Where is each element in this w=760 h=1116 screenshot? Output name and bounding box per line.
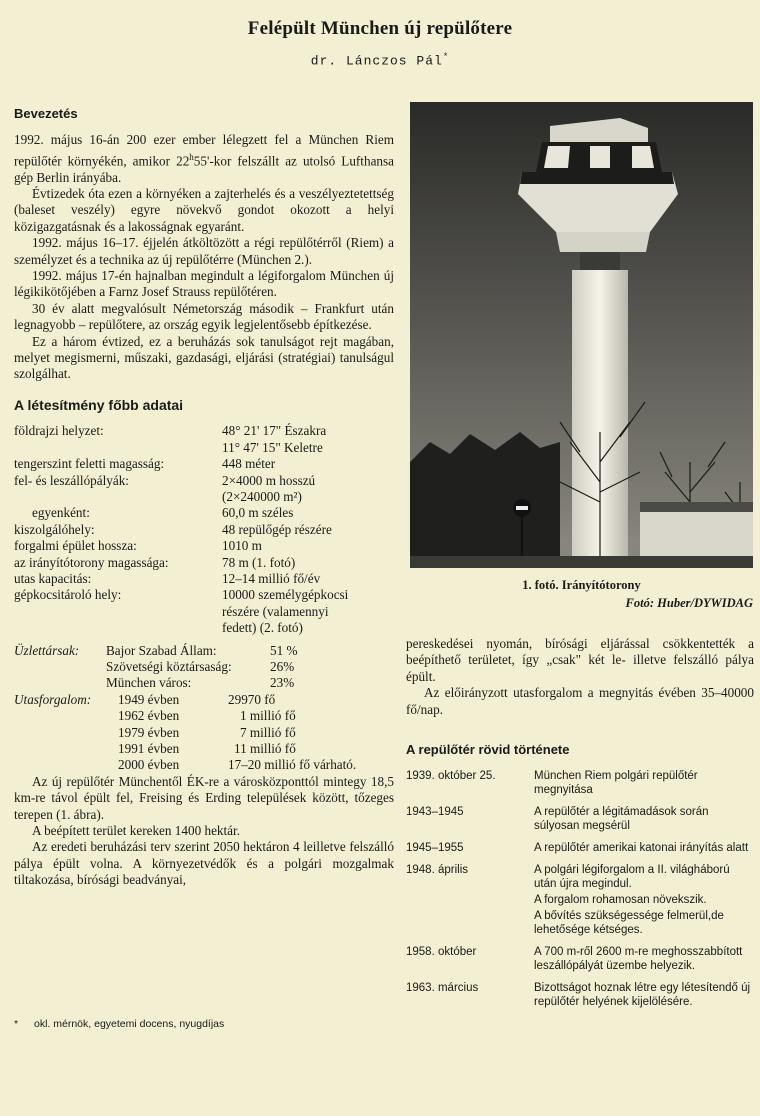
table-row: [14, 489, 394, 505]
fact-key: [14, 489, 222, 505]
right-column: [406, 636, 754, 718]
history-event: A repülőtér amerikai katonai irányítás alatt: [534, 842, 749, 854]
fact-value: 448 méter: [222, 456, 276, 472]
fact-value: 48° 21' 17" Északra: [222, 423, 327, 439]
table-row: [14, 505, 394, 521]
traffic-year: 2000 évben: [118, 757, 180, 773]
fact-key: [14, 604, 222, 620]
fact-key: utas kapacitás:: [14, 570, 92, 586]
history-date: 1945–1955: [406, 842, 464, 854]
fact-key: az irányítótorony magassága:: [14, 554, 169, 570]
list-item: [406, 981, 754, 1009]
table-row: [14, 555, 394, 571]
fact-value: 12–14 millió fő/év: [222, 570, 321, 586]
partners-table: [14, 643, 297, 692]
history-event: A 700 m-ről 2600 m-re meghosszabbított leszállópályát üzembe helyezik.: [534, 946, 743, 972]
table-row: [14, 571, 394, 587]
traffic-value: 29970 fő: [228, 691, 276, 707]
partners-label: Üzlettársak:: [14, 642, 80, 658]
intro-paragraph: 1992. május 17-én hajnalban megindult a légiforgalom München új légikikötőjében a Farnz Josef Strauss repülőtéren.: [14, 268, 394, 300]
fact-value: fedett) (2. fotó): [222, 620, 303, 636]
history-event: A polgári légiforgalom a II. világháború után újra megindul.: [534, 864, 730, 890]
fact-value: 60,0 m széles: [222, 505, 294, 521]
fact-key: kiszolgálóhely:: [14, 521, 95, 537]
fact-key: forgalmi épület hossza:: [14, 538, 137, 554]
table-row: [14, 423, 394, 439]
table-row: [14, 522, 394, 538]
intro-heading: Bevezetés: [14, 106, 78, 121]
list-item: [406, 805, 754, 833]
list-item: [406, 945, 754, 973]
table-row: [14, 741, 356, 757]
fact-key: gépkocsitároló hely:: [14, 587, 122, 603]
history-date: 1948. április: [406, 864, 469, 876]
list-item: [406, 769, 754, 797]
body-paragraph: Az új repülőtér Münchentől ÉK-re a városközponttól mintegy 18,5 km-re távol épült fel, Freising és Erding települések között, tőzeges terepen (1. ábra).: [14, 773, 394, 822]
fact-key: fel- és leszállópályák:: [14, 472, 129, 488]
fact-value: 11° 47' 15" Keletre: [222, 439, 323, 455]
table-row: [14, 604, 394, 620]
history-event: A bővítés szükségessége felmerül,de lehetősége kétséges.: [534, 910, 724, 936]
partner-share: 51 %: [270, 642, 298, 658]
history-event: A forgalom rohamosan növekszik.: [534, 894, 707, 906]
fact-value: 48 repülőgép részére: [222, 521, 332, 537]
tower-photo-image: [410, 102, 753, 568]
fact-value: 1010 m: [222, 538, 262, 554]
fact-key: [14, 620, 222, 636]
fact-key: földrajzi helyzet:: [14, 423, 104, 439]
traffic-year: 1962 évben: [118, 708, 180, 724]
intro-paragraph: 30 év alatt megvalósult Németország második – Frankfurt után legnagyobb – repülőtere, az ország egyik legjelentősebb építkezése.: [14, 300, 394, 333]
partner-share: 23%: [270, 675, 295, 691]
photo-caption: 1. fotó. Irányítótorony: [522, 578, 641, 592]
intro-paragraph: 1992. május 16–17. éjjelén átköltözött a régi repülőtérről (Riem) a személyzet és a technika az új repülőtérre (München 2.).: [14, 235, 394, 267]
table-row: [14, 620, 394, 636]
table-row: [14, 440, 394, 456]
article-title: Felépült München új repülőtere: [247, 18, 513, 39]
history-heading: A repülőtér rövid története: [406, 742, 570, 757]
history-date: 1943–1945: [406, 806, 464, 818]
table-row: [14, 708, 356, 724]
body-paragraph: Az előirányzott utasforgalom a megnyitás évében 35–40000 fő/nap.: [406, 685, 754, 717]
partner-share: 26%: [270, 658, 295, 674]
fact-value: 2×4000 m hosszú: [222, 472, 316, 488]
table-row: [14, 659, 297, 675]
control-tower-photo: [410, 102, 753, 568]
body-paragraph: pereskedései nyomán, bírósági eljárással csökkentették a beépíthető területet, így „csak" két le- illetve felszálló pálya épült.: [406, 636, 754, 684]
history-date: 1963. március: [406, 982, 479, 994]
footnote-text: okl. mérnök, egyetemi docens, nyugdíjas: [34, 1018, 225, 1030]
traffic-value: 11 millió fő: [234, 741, 296, 757]
list-item: [406, 863, 754, 937]
list-item: [406, 841, 754, 855]
table-row: [14, 725, 356, 741]
fact-key: egyenként:: [32, 505, 90, 521]
history-event: Bizottságot hoznak létre egy létesítendő új repülőtér helyének kijelölésére.: [534, 982, 751, 1008]
table-row: [14, 456, 394, 472]
table-row: [14, 675, 297, 691]
author-name: dr. Lánczos Pál: [310, 53, 443, 69]
traffic-table: [14, 692, 356, 774]
fact-value: részére (valamennyi: [222, 603, 329, 619]
traffic-label: Utasforgalom:: [14, 691, 92, 707]
partner-name: Szövetségi köztársaság:: [106, 658, 232, 674]
history-date: 1958. október: [406, 946, 477, 958]
history-date: 1939. október 25.: [406, 770, 496, 782]
body-paragraph: Az eredeti beruházási terv szerint 2050 hektáron 4 leilletve felszálló pálya épült volna. A környezetvédők és a polgári mozgalmak tiltakozása, bírósági beadványai,: [14, 839, 394, 888]
history-section: [406, 742, 754, 1017]
partner-name: Bajor Szabad Állam:: [106, 642, 217, 658]
traffic-year: 1991 évben: [118, 741, 180, 757]
table-row: [14, 643, 297, 659]
partner-name: München város:: [106, 675, 192, 691]
table-row: [14, 473, 394, 489]
traffic-value: 17–20 millió fő várható.: [228, 757, 357, 773]
body-paragraph: A beépített terület kereken 1400 hektár.: [32, 823, 240, 839]
footnote-mark: *: [14, 1018, 19, 1030]
table-row: [14, 757, 356, 773]
history-event: A repülőtér a légitámadások során súlyosan megsérül: [534, 806, 709, 832]
fact-key: [14, 440, 222, 456]
traffic-year: 1949 évben: [118, 691, 180, 707]
table-row: [14, 538, 394, 554]
traffic-value: 1 millió fő: [240, 708, 296, 724]
table-row: [14, 692, 356, 708]
facts-table: [14, 423, 394, 636]
footnote: [14, 1018, 394, 1030]
history-event: München Riem polgári repülőtér megnyitása: [534, 770, 698, 796]
intro-paragraph: 1992. május 16-án 200 ezer ember lélegzett fel a München Riem repülőtér környékén, amikor 22$^h$55'-kor felszállt az utolsó Lufthansa gép Berlin irányába.: [14, 132, 394, 185]
intro-paragraph: Évtizedek óta ezen a környéken a zajterhelés és a veszélyeztetettség (baleset veszély) egyre növekvő gondot okozott a helyi közigazgatásnak és a lakosságnak egyaránt.: [14, 186, 394, 234]
left-column: [14, 106, 394, 889]
facts-heading: A létesítmény főbb adatai: [14, 396, 184, 413]
fact-value: 10000 személygépkocsi: [222, 587, 349, 603]
intro-paragraph: Ez a három évtized, ez a beruházás sok tanulságot rejt magában, melyet megismerni, műszaki, gazdasági, eljárási (stratégiai) tanulságul szolgálhat.: [14, 333, 394, 382]
author-line: [0, 52, 760, 68]
fact-value: 78 m (1. fotó): [222, 554, 296, 570]
traffic-value: 7 millió fő: [240, 724, 296, 740]
table-row: [14, 587, 394, 603]
fact-key: tengerszint feletti magasság:: [14, 456, 165, 472]
fact-value: (2×240000 m²): [222, 488, 302, 504]
author-footnote-mark: *: [442, 52, 450, 62]
traffic-year: 1979 évben: [118, 724, 180, 740]
photo-credit: Fotó: Huber/DYWIDAG: [625, 596, 753, 610]
